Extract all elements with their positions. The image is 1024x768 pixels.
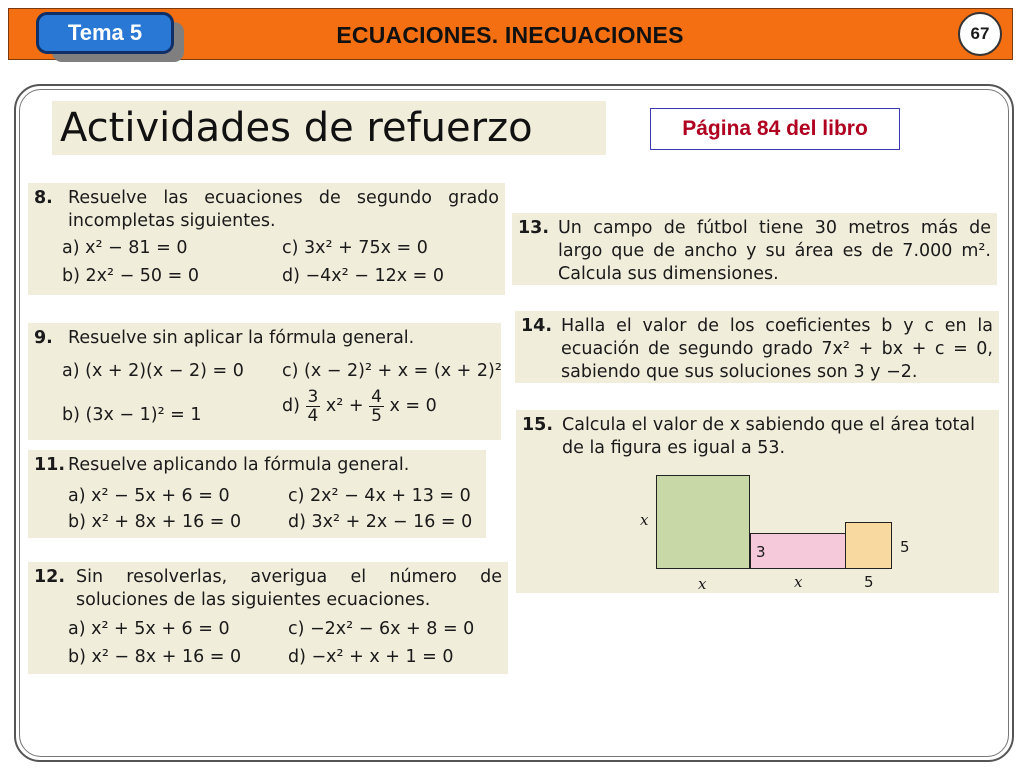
option-d-prefix: d) — [282, 396, 306, 416]
activity-number: 11. — [34, 455, 66, 475]
page-heading: Actividades de refuerzo — [52, 101, 606, 155]
activity-text: Sin resolverlas, averigua el número de soluciones de las siguientes ecuaciones. — [76, 567, 502, 610]
option-a: a) x² + 5x + 6 = 0 — [68, 619, 230, 639]
option-d: d) −x² + x + 1 = 0 — [288, 647, 454, 667]
activity-9 — [28, 323, 501, 440]
label-side-x: x — [640, 511, 649, 529]
option-a: a) x² − 81 = 0 — [62, 238, 188, 258]
activity-text: Halla el valor de los coeficientes b y c en la ecuación de segundo grado 7x² + bx + c = 0, sabiendo que sus soluciones son 3 y −2. — [561, 316, 993, 382]
option-b: b) (3x − 1)² = 1 — [62, 405, 202, 425]
activity-number: 12. — [34, 567, 66, 587]
label-bottom-5: 5 — [864, 573, 874, 591]
option-a: a) (x + 2)(x − 2) = 0 — [62, 361, 244, 381]
activity-text: Resuelve sin aplicar la fórmula general. — [68, 328, 415, 348]
option-c: c) −2x² − 6x + 8 = 0 — [288, 619, 475, 639]
activity-8 — [28, 183, 505, 295]
activity-14 — [515, 311, 999, 383]
activity-number: 14. — [521, 316, 553, 336]
header-title: ECUACIONES. INECUACIONES — [336, 22, 684, 48]
figure-small-rectangle — [845, 522, 892, 569]
option-c: c) 3x² + 75x = 0 — [282, 238, 428, 258]
option-c: c) 2x² − 4x + 13 = 0 — [288, 486, 471, 506]
label-bottom-x-1: x — [698, 575, 707, 593]
option-d-middle: x² + — [325, 396, 370, 416]
option-d — [282, 388, 437, 425]
activity-text: Resuelve aplicando la fórmula general. — [68, 455, 410, 475]
figure-square — [656, 475, 750, 569]
label-inner-3: 3 — [756, 543, 766, 561]
activity-number: 8. — [34, 188, 53, 208]
option-d: d) −4x² − 12x = 0 — [282, 266, 445, 286]
label-bottom-x-2: x — [794, 573, 803, 591]
option-b: b) x² + 8x + 16 = 0 — [68, 512, 242, 532]
option-d: d) 3x² + 2x − 16 = 0 — [288, 512, 473, 532]
activity-number: 13. — [518, 218, 550, 238]
activity-13 — [512, 213, 997, 285]
option-b: b) 2x² − 50 = 0 — [62, 266, 199, 286]
label-side-5: 5 — [900, 538, 910, 556]
option-d-suffix: x = 0 — [389, 396, 437, 416]
tema-button[interactable]: Tema 5 — [36, 12, 174, 54]
activity-12 — [28, 562, 508, 674]
fraction-3-4: $\frac{3}{4}$ — [307, 387, 319, 426]
activity-number: 15. — [522, 415, 554, 435]
activity-text: Un campo de fútbol tiene 30 metros más de largo que de ancho y su área es de 7.000 m². Calcula sus dimensiones. — [558, 218, 991, 284]
activity-number: 9. — [34, 328, 53, 348]
activity-text: Resuelve las ecuaciones de segundo grado incompletas siguientes. — [68, 188, 499, 231]
fraction-4-5: $\frac{4}{5}$ — [371, 387, 382, 426]
activity-text: Calcula el valor de x sabiendo que el área total de la figura es igual a 53. — [562, 415, 975, 458]
option-a: a) x² − 5x + 6 = 0 — [68, 486, 230, 506]
activity-15 — [516, 410, 999, 593]
page-number-badge: 67 — [958, 12, 1002, 56]
option-c: c) (x − 2)² + x = (x + 2)² — [282, 361, 502, 381]
area-figure — [516, 410, 999, 593]
activity-11 — [28, 450, 486, 538]
option-b: b) x² − 8x + 16 = 0 — [68, 647, 242, 667]
book-reference: Página 84 del libro — [650, 108, 900, 150]
